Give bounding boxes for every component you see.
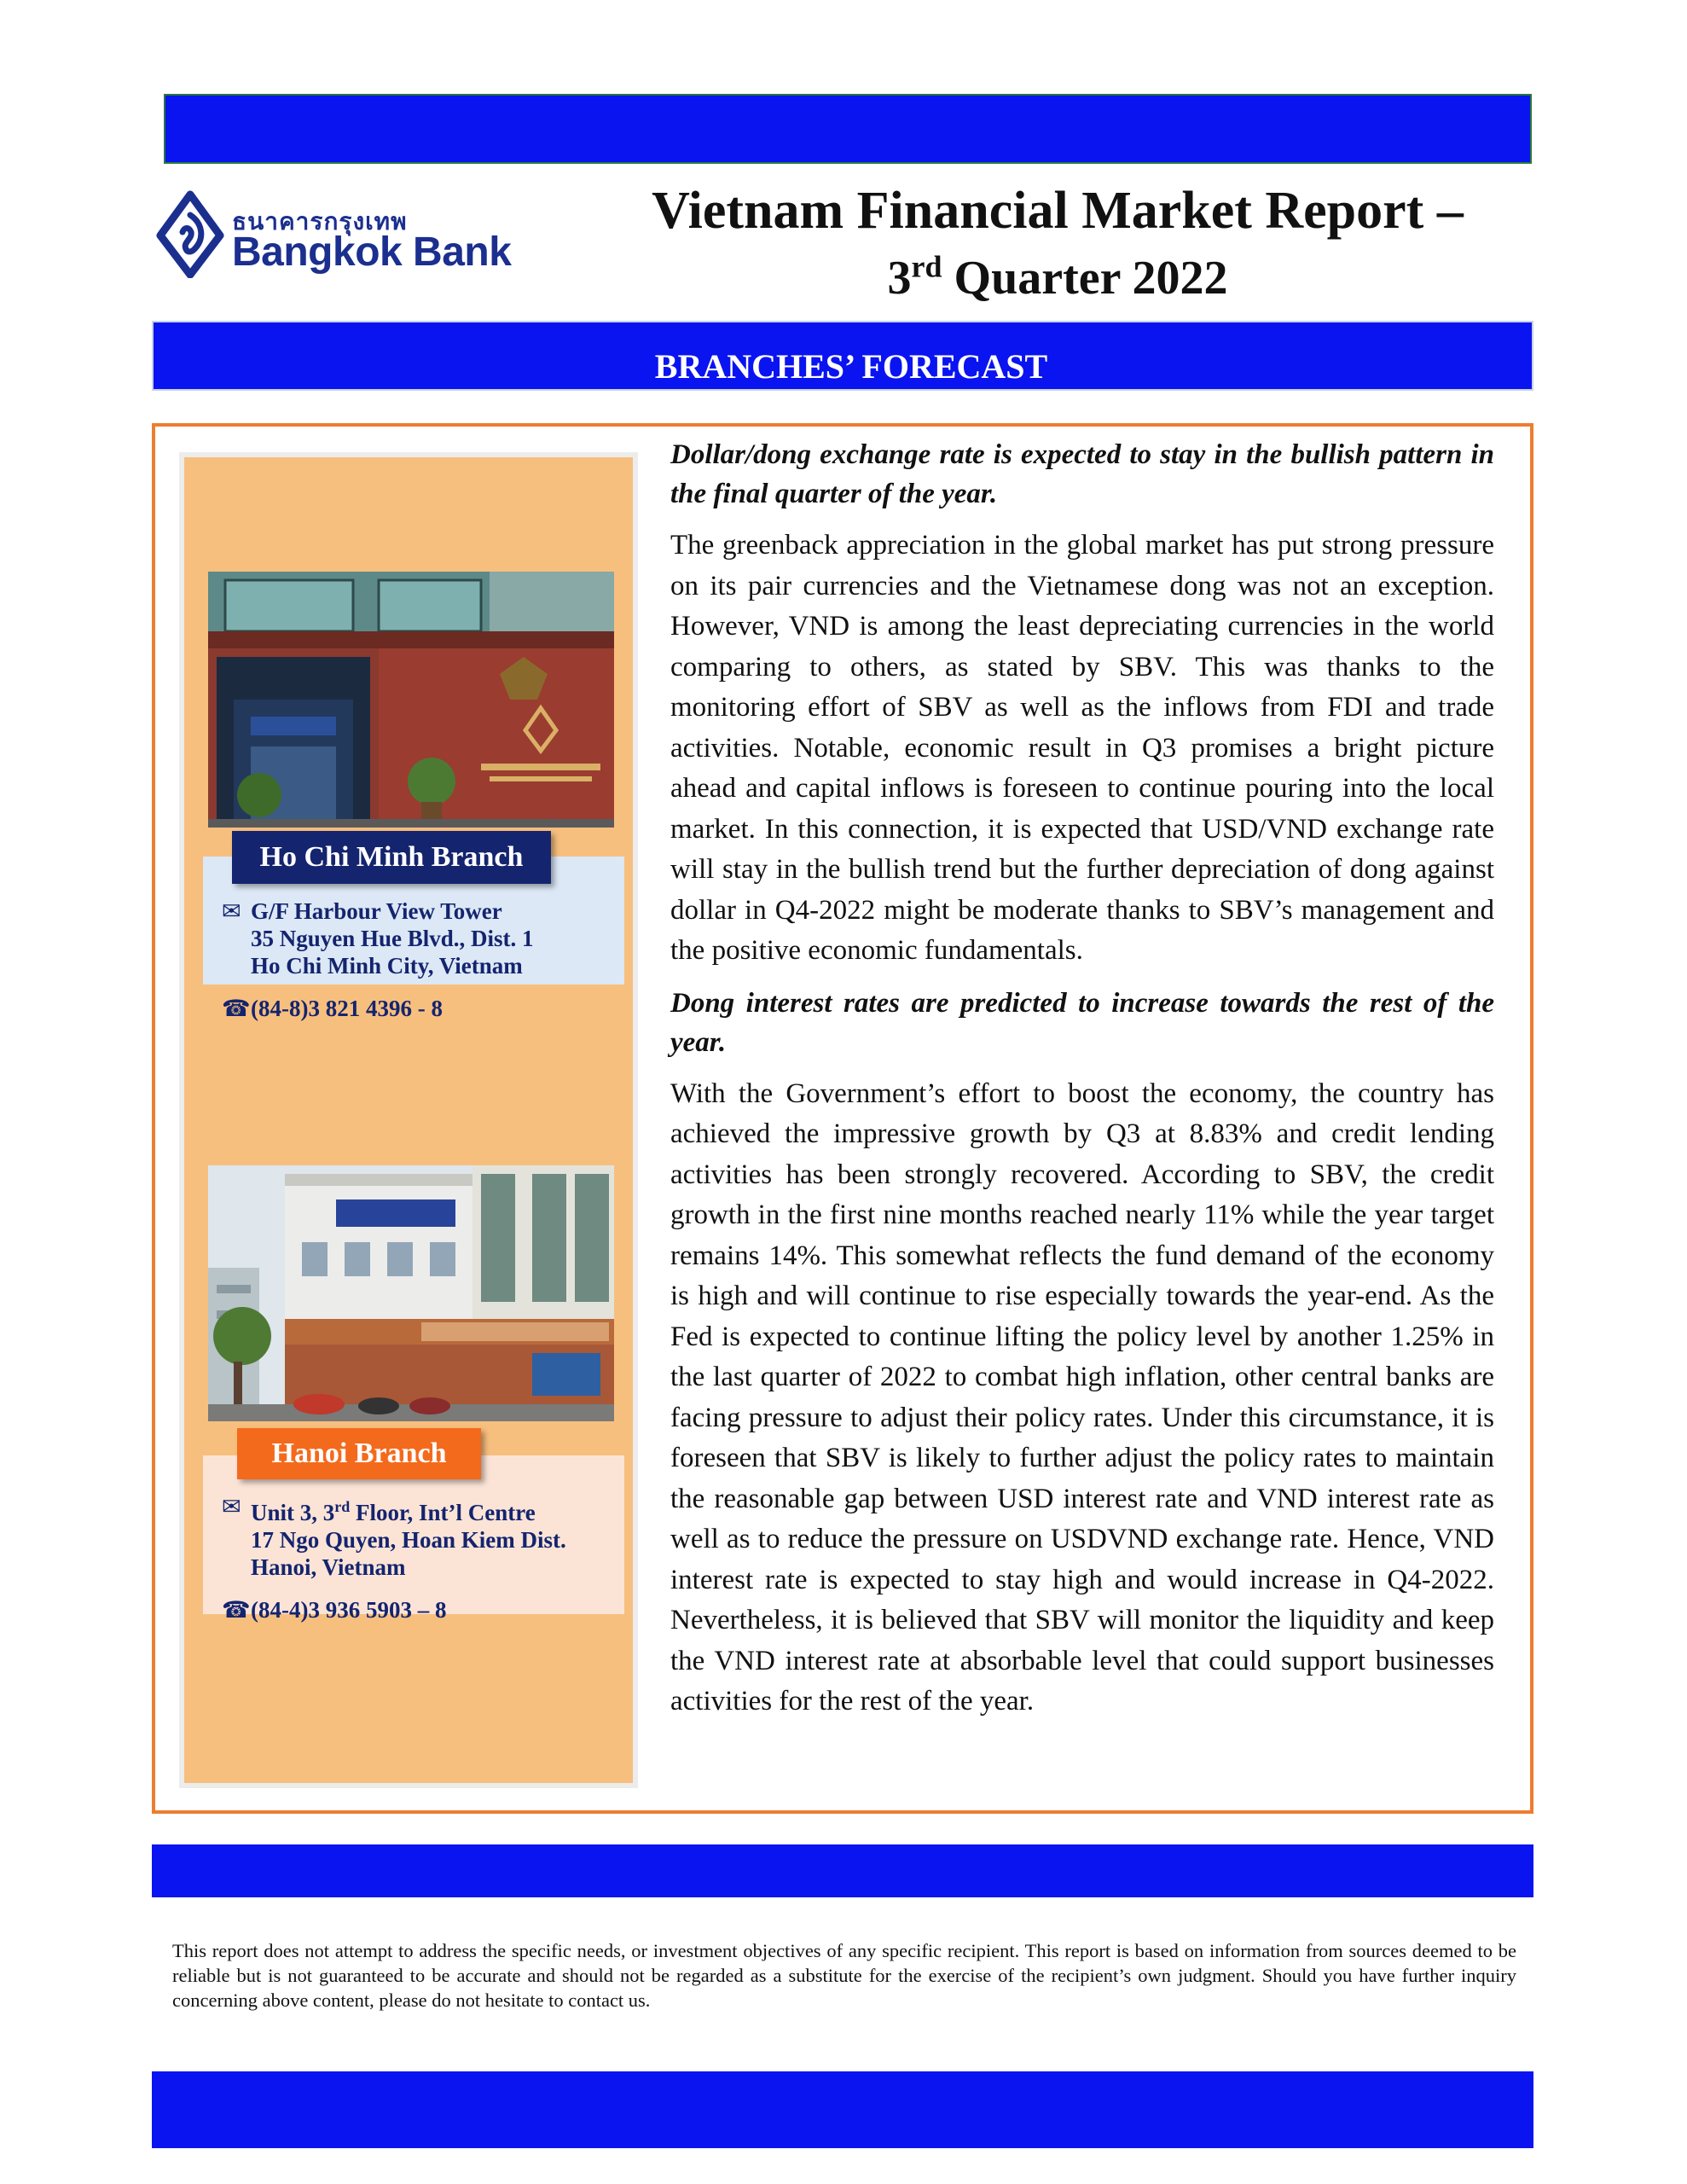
bank-emblem-icon <box>154 189 227 278</box>
hcm-address-line1: G/F Harbour View Tower <box>251 898 502 924</box>
top-banner-bar <box>164 94 1532 164</box>
hanoi-floor-ordinal: rd <box>334 1498 351 1515</box>
hanoi-unit: Unit 3, 3 <box>251 1500 335 1525</box>
bottom-banner-bar <box>152 1844 1533 1897</box>
hanoi-branch-photo <box>208 1165 614 1421</box>
branches-sidebar <box>179 452 638 1788</box>
hcm-address <box>222 897 606 979</box>
interest-rate-heading: Dong interest rates are predicted to increase towards the rest of the year. <box>670 987 1494 1058</box>
exchange-rate-heading: Dollar/dong exchange rate is expected to stay in the bullish pattern in the final quarter of the year. <box>670 439 1494 509</box>
forecast-article <box>670 435 1494 1734</box>
report-subtitle <box>580 251 1535 305</box>
hanoi-address <box>222 1493 606 1581</box>
quarter-year: Quarter 2022 <box>942 252 1228 305</box>
hanoi-address-line2: 17 Ngo Quyen, Hoan Kiem Dist. <box>251 1527 566 1553</box>
quarter-number: 3 <box>887 252 912 305</box>
quarter-ordinal: rd <box>911 249 942 284</box>
logo-bank-name: Bangkok Bank <box>232 229 512 275</box>
interest-rate-paragraph: With the Government’s effort to boost the economy, the country has achieved the impressive growth by Q3 at 8.83% and credit lending activities has been strongly recovered. According to SBV, the credit growth in the first nine months reached nearly 11% while the year target remains 14%. This somewhat reflects the fund demand of the economy is high and will continue to rise especially towards the year-end. As the Fed is expected to continue lifting the policy level by another 1.25% in the last quarter of 2022 to combat high inflation, other central banks are facing pressure to adjust their policy rates. Under this circumstance, it is foreseen that SBV is likely to further adjust the policy rates to maintain the reasonable gap between USD interest rate and VND interest rate as well as to reduce the pressure on USDVND exchange rate. Hence, VND interest rate is expected to stay high and would increase in Q4-2022. Nevertheless, it is believed that SBV will monitor the liquidity and keep the VND interest rate at absorbable level that could support businesses activities for the rest of the year. <box>670 1077 1494 1716</box>
hanoi-phone-number: (84-4)3 936 5903 – 8 <box>251 1597 447 1623</box>
hcm-phone-number: (84-8)3 821 4396 - 8 <box>251 996 443 1021</box>
hanoi-phone <box>222 1596 606 1623</box>
mail-icon: ✉ <box>222 898 241 924</box>
hcm-address-line2: 35 Nguyen Hue Blvd., Dist. 1 <box>251 926 534 951</box>
hcm-branch-photo <box>208 572 614 828</box>
hcm-address-line3: Ho Chi Minh City, Vietnam <box>251 953 523 979</box>
hanoi-address-line1 <box>251 1493 566 1526</box>
phone-icon: ☎ <box>222 996 251 1021</box>
section-title: BRANCHES’ FORECAST <box>654 347 1048 386</box>
hanoi-address-line3: Hanoi, Vietnam <box>251 1554 406 1580</box>
hanoi-branch-label: Hanoi Branch <box>237 1428 481 1479</box>
logo-thai-text: ธนาคารกรุงเทพ <box>232 207 408 235</box>
bangkok-bank-logo <box>154 189 529 278</box>
disclaimer-text: This report does not attempt to address the specific needs, or investment objectives of any specific recipient. This report is based on information from sources deemed to be reliable but is not guaranteed to be accurate and should not be regarded as a substitute for the exercise of the recipient’s own judgment. Should you have further inquiry concerning above content, please do not hesitate to contact us. <box>172 1940 1516 2011</box>
phone-icon: ☎ <box>222 1597 251 1623</box>
mail-icon: ✉ <box>222 1494 241 1519</box>
hcm-branch-label: Ho Chi Minh Branch <box>232 831 551 884</box>
exchange-rate-paragraph: The greenback appreciation in the global market has put strong pressure on its pair currencies and the Vietnamese dong was not an exception. However, VND is among the least depreciating currencies in the world comparing to others, as stated by SBV. This was thanks to the monitoring effort of SBV as well as the inflows from FDI and trade activities. Notable, economic result in Q3 promises a bright picture ahead and capital inflows is foreseen to continue pouring into the local market. In this connection, it is expected that USD/VND exchange rate will stay in the bullish trend but the further depreciation of dong against dollar in Q4-2022 might be moderate thanks to SBV’s management and the positive economic fundamentals. <box>670 530 1494 966</box>
footer-banner-bar <box>152 2071 1533 2148</box>
report-title: Vietnam Financial Market Report – <box>652 182 1464 240</box>
hanoi-floor-centre: Floor, Int’l Centre <box>350 1500 536 1525</box>
hcm-phone <box>222 995 606 1022</box>
